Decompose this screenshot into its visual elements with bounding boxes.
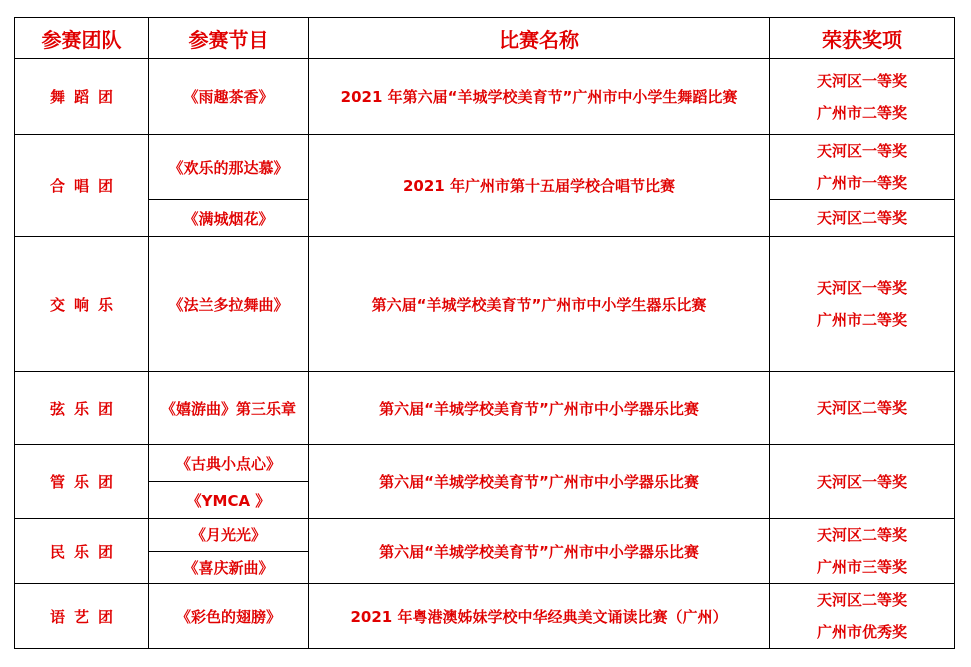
award-text: 天河区一等奖 [816, 71, 907, 90]
competition-cell: 第六届“羊城学校美育节”广州市中小学器乐比赛 [309, 519, 770, 584]
team-cell: 管乐团 [15, 445, 149, 519]
team-cell: 民乐团 [15, 519, 149, 584]
award-text: 天河区二等奖 [816, 209, 907, 227]
header-program: 参赛节目 [149, 18, 309, 59]
program-cell: 《彩色的翅膀》 [149, 584, 309, 649]
award-text: 天河区一等奖 [816, 142, 907, 160]
award-text: 广州市二等奖 [816, 103, 907, 122]
header-row [15, 18, 955, 59]
header-award: 荣获奖项 [770, 18, 955, 59]
header-competition: 比赛名称 [309, 18, 770, 59]
program-cell: 《YMCA 》 [149, 482, 309, 519]
award-cell [770, 59, 955, 135]
award-cell [770, 445, 955, 519]
program-cell: 《月光光》 [149, 519, 309, 552]
award-text: 广州市优秀奖 [816, 623, 907, 641]
team-cell: 弦乐团 [15, 372, 149, 445]
award-text: 广州市一等奖 [816, 174, 907, 192]
awards-table-container [14, 17, 955, 649]
award-text: 天河区二等奖 [816, 591, 907, 609]
awards-table [14, 17, 955, 649]
award-cell [770, 519, 955, 584]
team-cell: 语艺团 [15, 584, 149, 649]
award-text: 天河区一等奖 [816, 472, 907, 491]
table-row [15, 135, 955, 200]
award-text: 天河区二等奖 [816, 399, 907, 417]
competition-cell: 2021 年第六届“羊城学校美育节”广州市中小学生舞蹈比赛 [309, 59, 770, 135]
competition-cell: 2021 年广州市第十五届学校合唱节比赛 [309, 135, 770, 237]
award-text: 天河区二等奖 [816, 526, 907, 544]
team-cell: 舞蹈团 [15, 59, 149, 135]
program-cell: 《嬉游曲》第三乐章 [149, 372, 309, 445]
program-cell: 《欢乐的那达慕》 [149, 135, 309, 200]
award-text: 广州市三等奖 [816, 558, 907, 576]
competition-cell: 第六届“羊城学校美育节”广州市中小学器乐比赛 [309, 372, 770, 445]
table-row [15, 445, 955, 482]
program-cell: 《法兰多拉舞曲》 [149, 237, 309, 372]
competition-cell: 2021 年粤港澳姊妹学校中华经典美文诵读比赛（广州） [309, 584, 770, 649]
table-row [15, 59, 955, 135]
table-row [15, 237, 955, 372]
award-cell [770, 135, 955, 200]
program-cell: 《古典小点心》 [149, 445, 309, 482]
table-row [15, 372, 955, 445]
program-cell: 《雨趣茶香》 [149, 59, 309, 135]
competition-cell: 第六届“羊城学校美育节”广州市中小学器乐比赛 [309, 445, 770, 519]
team-cell: 交响乐 [15, 237, 149, 372]
program-cell: 《满城烟花》 [149, 200, 309, 237]
award-text: 天河区一等奖 [816, 279, 907, 297]
table-row [15, 584, 955, 649]
program-cell: 《喜庆新曲》 [149, 551, 309, 584]
table-row [15, 519, 955, 552]
award-cell [770, 237, 955, 372]
team-cell: 合唱团 [15, 135, 149, 237]
award-cell [770, 372, 955, 445]
award-cell [770, 200, 955, 237]
header-team: 参赛团队 [15, 18, 149, 59]
award-text: 广州市二等奖 [816, 311, 907, 329]
award-cell [770, 584, 955, 649]
competition-cell: 第六届“羊城学校美育节”广州市中小学生器乐比赛 [309, 237, 770, 372]
